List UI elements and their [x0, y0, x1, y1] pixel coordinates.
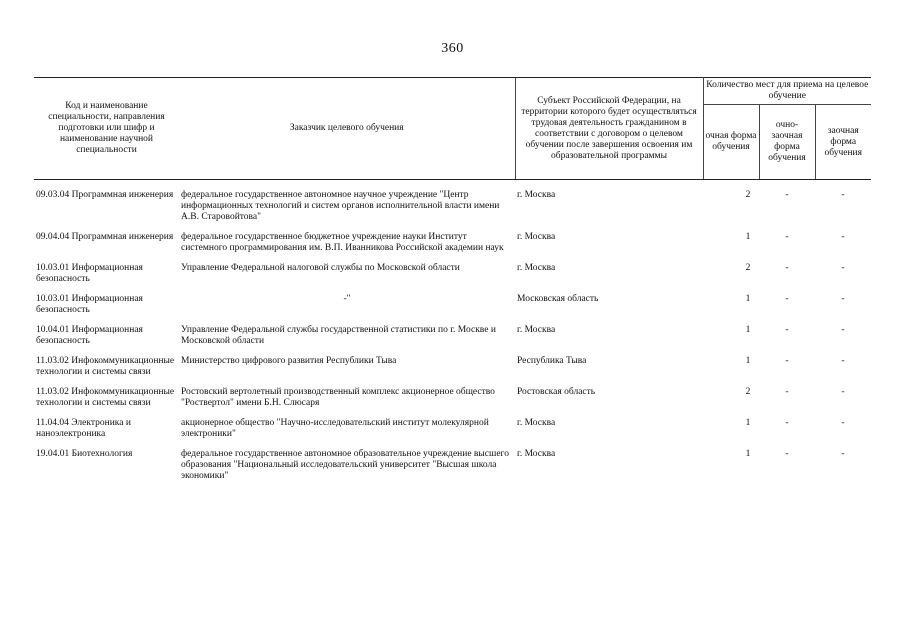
cell-extramural: - — [841, 263, 845, 273]
cell-full-time: 1 — [745, 294, 751, 304]
cell-customer: федеральное государственное автономное образовательное учреждение высшего образования "Национальный исследовательский университет "Высшая школа экономики" — [181, 449, 509, 481]
cell-extramural: - — [841, 418, 845, 428]
cell-code: 11.04.04 Электроника и наноэлектроника — [36, 418, 131, 439]
cell-subject: Ростовская область — [517, 387, 596, 397]
cell-full-time: 1 — [745, 325, 751, 335]
cell-mixed: - — [785, 449, 789, 459]
cell-customer: акционерное общество "Научно-исследовательский институт молекулярной электроники" — [181, 418, 489, 439]
cell-mixed: - — [785, 356, 789, 366]
cell-customer: -" — [343, 294, 351, 304]
cell-customer: Управление Федеральной службы государственной статистики по г. Москве и Московской области — [181, 325, 496, 346]
cell-full-time: 1 — [745, 418, 751, 428]
cell-mixed: - — [785, 190, 789, 200]
cell-mixed: - — [785, 325, 789, 335]
cell-customer: федеральное государственное бюджетное учреждение науки Институт системного программирования им. В.П. Иванникова Российской академии наук — [181, 232, 504, 253]
cell-extramural: - — [841, 356, 845, 366]
cell-full-time: 2 — [745, 263, 751, 273]
cell-mixed: - — [785, 294, 789, 304]
cell-customer: федеральное государственное автономное научное учреждение "Центр информационных технологий и систем органов исполнительной власти имени А.В. Старовойтова" — [181, 190, 500, 222]
cell-full-time: 2 — [745, 387, 751, 397]
table-row — [34, 232, 871, 263]
cell-code: 10.03.01 Информационная безопасность — [36, 294, 143, 315]
header-code: Код и наименование специальности, направления подготовки или шифр и наименование научной специальности — [34, 78, 179, 180]
header-extramural: заочная форма обучения — [815, 105, 871, 180]
cell-code: 10.04.01 Информационная безопасность — [36, 325, 143, 346]
cell-full-time: 1 — [745, 232, 751, 242]
cell-mixed: - — [785, 232, 789, 242]
table-row — [34, 356, 871, 387]
cell-subject: г. Москва — [517, 190, 556, 200]
cell-customer: Управление Федеральной налоговой службы по Московской области — [181, 263, 460, 273]
header-mixed: очно-заочная форма обучения — [759, 105, 815, 180]
cell-mixed: - — [785, 387, 789, 397]
cell-subject: Московская область — [517, 294, 599, 304]
target-admission-table — [34, 77, 871, 491]
table-row — [34, 449, 871, 491]
table-row — [34, 294, 871, 325]
header-customer: Заказчик целевого обучения — [179, 78, 515, 180]
cell-code: 09.03.04 Программная инженерия — [36, 190, 174, 200]
cell-subject: Республика Тыва — [517, 356, 587, 366]
cell-customer: Министерство цифрового развития Республики Тыва — [181, 356, 397, 366]
cell-extramural: - — [841, 387, 845, 397]
cell-subject: г. Москва — [517, 325, 556, 335]
table-row — [34, 263, 871, 294]
cell-subject: г. Москва — [517, 232, 556, 242]
cell-customer: Ростовский вертолетный производственный комплекс акционерное общество "Роствертол" имени Б.Н. Слюсаря — [181, 387, 495, 408]
cell-full-time: 1 — [745, 449, 751, 459]
cell-code: 10.03.01 Информационная безопасность — [36, 263, 143, 284]
cell-subject: г. Москва — [517, 263, 556, 273]
table-row — [34, 418, 871, 449]
cell-extramural: - — [841, 449, 845, 459]
cell-full-time: 2 — [745, 190, 751, 200]
cell-subject: г. Москва — [517, 449, 556, 459]
cell-full-time: 1 — [745, 356, 751, 366]
table-row — [34, 190, 871, 232]
page-number: 360 — [441, 41, 464, 56]
cell-code: 11.03.02 Инфокоммуникационные технологии и системы связи — [36, 356, 175, 377]
table-row — [34, 325, 871, 356]
cell-mixed: - — [785, 418, 789, 428]
cell-extramural: - — [841, 190, 845, 200]
cell-code: 09.04.04 Программная инженерия — [36, 232, 174, 242]
cell-subject: г. Москва — [517, 418, 556, 428]
header-count-group: Количество мест для приема на целевое обучение — [703, 78, 871, 105]
cell-extramural: - — [841, 294, 845, 304]
cell-mixed: - — [785, 263, 789, 273]
cell-extramural: - — [841, 325, 845, 335]
table-row — [34, 387, 871, 418]
cell-code: 11.03.02 Инфокоммуникационные технологии и системы связи — [36, 387, 175, 408]
header-full-time: очная форма обучения — [703, 105, 759, 180]
header-subject: Субъект Российской Федерации, на территории которого будет осуществляться трудовая деятельность гражданином в соответствии с договором о целевом обучении после завершения освоения им образовательной программы — [515, 78, 703, 180]
cell-code: 19.04.01 Биотехнология — [36, 449, 133, 459]
cell-extramural: - — [841, 232, 845, 242]
